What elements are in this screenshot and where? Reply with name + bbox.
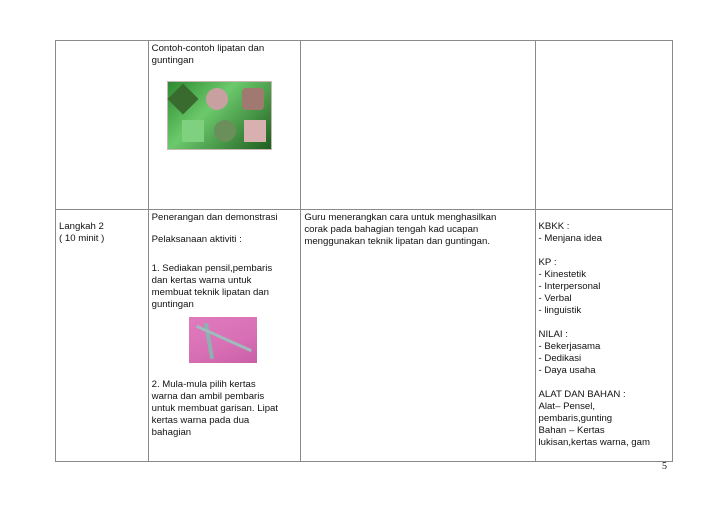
step-label: Langkah 2 [59, 221, 104, 232]
lesson-plan-table [55, 40, 673, 462]
page-number: 5 [662, 461, 667, 472]
table-row [56, 41, 673, 210]
kp-items: - Kinestetik - Interpersonal - Verbal - linguistik [538, 269, 601, 316]
folding-examples-image [167, 81, 272, 150]
kbkk-items: - Menjana idea [538, 233, 602, 244]
alat-items: Alat– Pensel, pembaris,gunting Bahan – Kertas lukisan,kertas warna, gam [538, 401, 650, 448]
materials-image [189, 317, 257, 363]
notes-cell-empty [535, 41, 672, 210]
activity-heading: Penerangan dan demonstrasi [151, 212, 278, 223]
step-cell-empty [56, 41, 149, 210]
teacher-cell [301, 210, 535, 462]
alat-heading: ALAT DAN BAHAN : [538, 389, 626, 400]
table-row [56, 210, 673, 462]
activity-title: Contoh-contoh lipatan dan guntingan [151, 43, 265, 66]
teacher-note: Guru menerangkan cara untuk menghasilkan corak pada bahagian tengah kad ucapan menggunakan teknik lipatan dan guntingan. [304, 212, 497, 247]
activity-step-2: 2. Mula-mula pilih kertas warna dan ambil pembaris untuk membuat garisan. Lipat kertas warna pada dua bahagian [151, 379, 279, 438]
teacher-cell-empty [301, 41, 535, 210]
kbkk-heading: KBKK : [538, 221, 570, 232]
step-cell [56, 210, 149, 462]
step-time: ( 10 minit ) [59, 233, 105, 244]
kp-heading: KP : [538, 257, 557, 268]
notes-cell [535, 210, 672, 462]
nilai-heading: NILAI : [538, 329, 568, 340]
activity-cell [148, 41, 301, 210]
nilai-items: - Bekerjasama - Dedikasi - Daya usaha [538, 341, 601, 376]
activity-step-1: 1. Sediakan pensil,pembaris dan kertas warna untuk membuat teknik lipatan dan guntingan [151, 263, 273, 310]
activity-sub: Pelaksanaan aktiviti : [151, 234, 242, 245]
activity-cell [148, 210, 301, 462]
